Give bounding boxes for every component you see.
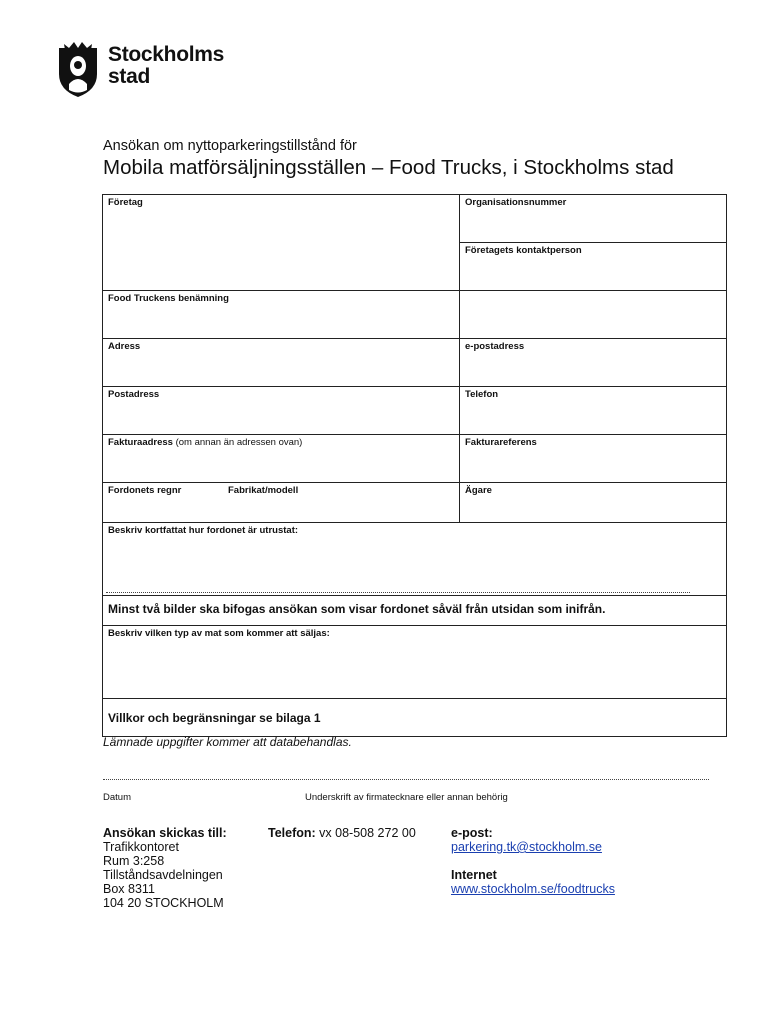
villkor-notice: Villkor och begränsningar se bilaga 1 [103, 699, 727, 737]
address-line: Tillståndsavdelningen [103, 868, 223, 882]
telefon-field[interactable] [460, 387, 727, 435]
internet-link[interactable]: www.stockholm.se/foodtrucks [451, 882, 615, 896]
beskriv-fordon-label: Beskriv kortfattat hur fordonet är utrustat: [108, 525, 299, 536]
epost-label: e-postadress [465, 341, 525, 352]
mailing-address-block [103, 826, 227, 910]
foretag-label: Företag [108, 197, 143, 208]
beskriv-fordon-field[interactable] [103, 523, 727, 596]
telefon-label: Telefon [465, 389, 499, 400]
benamning-label: Food Truckens benämning [108, 293, 229, 304]
application-form-table [102, 194, 727, 737]
agare-field[interactable] [460, 483, 727, 523]
fakturareferens-label: Fakturareferens [465, 437, 537, 448]
regnr-label: Fordonets regnr [108, 485, 182, 496]
kontaktperson-label: Företagets kontaktperson [465, 245, 582, 256]
adress-field[interactable] [103, 339, 460, 387]
postadress-field[interactable] [103, 387, 460, 435]
logo-line-1: Stockholms [108, 43, 225, 66]
databehandling-notice: Lämnade uppgifter kommer att databehandlas. [103, 735, 352, 749]
underskrift-label: Underskrift av firmatecknare eller annan behörig [305, 792, 508, 803]
organisationsnummer-label: Organisationsnummer [465, 197, 567, 208]
dotted-separator [106, 592, 690, 593]
form-subtitle: Ansökan om nyttoparkeringstillstånd för [103, 138, 357, 154]
fakturaadress-note: (om annan än adressen ovan) [175, 437, 303, 448]
skickas-label: Ansökan skickas till: [103, 826, 227, 840]
beskriv-mat-label: Beskriv vilken typ av mat som kommer att säljas: [108, 628, 330, 639]
bilder-notice: Minst två bilder ska bifogas ansökan som visar fordonet såväl från utsidan som inifrån. [103, 596, 727, 626]
agare-label: Ägare [465, 485, 492, 496]
address-line: 104 20 STOCKHOLM [103, 896, 224, 910]
address-line: Box 8311 [103, 882, 155, 896]
address-line: Rum 3:258 [103, 854, 165, 868]
telefon-block [268, 826, 416, 840]
signature-line [103, 779, 709, 780]
benamning-field[interactable] [103, 291, 460, 339]
fakturaadress-label: Fakturaadress [108, 437, 173, 448]
telefon-contact-label: Telefon: [268, 826, 316, 840]
address-line: Trafikkontoret [103, 840, 179, 854]
online-contact-block [451, 826, 615, 896]
logo-text [108, 44, 224, 88]
beskriv-mat-field[interactable] [103, 626, 727, 699]
fakturaadress-field[interactable] [103, 435, 460, 483]
telefon-contact-value: vx 08-508 272 00 [319, 826, 416, 840]
fordon-field[interactable] [103, 483, 460, 523]
epost-link[interactable]: parkering.tk@stockholm.se [451, 840, 602, 854]
stockholms-stad-crest-logo [56, 40, 100, 98]
epost-field[interactable] [460, 339, 727, 387]
organisationsnummer-field[interactable] [460, 195, 727, 243]
postadress-label: Postadress [108, 389, 160, 400]
epost-contact-label: e-post: [451, 826, 493, 840]
internet-label: Internet [451, 868, 497, 882]
empty-field[interactable] [460, 291, 727, 339]
foretag-field[interactable] [103, 195, 460, 291]
datum-label: Datum [103, 792, 131, 803]
kontaktperson-field[interactable] [460, 243, 727, 291]
logo-line-2: stad [108, 65, 150, 88]
form-title: Mobila matförsäljningsställen – Food Trucks, i Stockholms stad [103, 156, 674, 179]
fakturareferens-field[interactable] [460, 435, 727, 483]
fabrikat-label: Fabrikat/modell [228, 485, 299, 496]
adress-label: Adress [108, 341, 141, 352]
